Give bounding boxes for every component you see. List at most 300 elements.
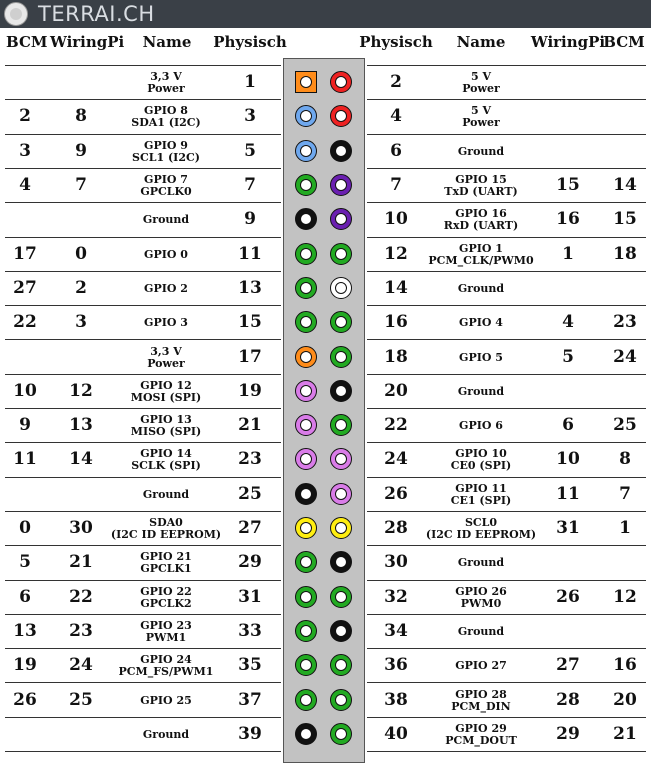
row-divider — [5, 717, 281, 718]
row-divider — [367, 168, 646, 169]
pin-name-right — [451, 689, 510, 713]
pin-name-line: Ground — [142, 487, 190, 501]
pin-hole — [335, 453, 347, 465]
pin-name-left — [131, 414, 201, 438]
pin-11-left-icon[interactable] — [295, 243, 317, 265]
bcm-number-right: 24 — [613, 346, 637, 367]
wiringpi-number-right: 26 — [556, 586, 580, 607]
bcm-number-right: 21 — [613, 723, 637, 744]
pin-5-left-icon[interactable] — [295, 140, 317, 162]
physical-pin-number-right: 14 — [384, 277, 408, 298]
physical-pin-number-right: 34 — [384, 620, 408, 641]
physical-pin-number-right: 22 — [384, 415, 408, 436]
pin-hole — [300, 351, 312, 363]
bcm-number-left: 10 — [13, 380, 37, 401]
pin-name-line: PCM_FS/PWM1 — [118, 665, 214, 679]
wiringpi-number-left: 8 — [75, 106, 87, 127]
wiringpi-number-left: 21 — [69, 552, 93, 573]
pin-2-right-icon[interactable] — [330, 71, 352, 93]
wiringpi-number-right: 31 — [556, 518, 580, 539]
physical-pin-number-right: 24 — [384, 449, 408, 470]
wiringpi-number-left: 24 — [69, 655, 93, 676]
pin-hole — [300, 213, 312, 225]
pin-name-line: GPIO 16 — [455, 207, 507, 221]
physical-pin-number-right: 20 — [384, 380, 408, 401]
pin-name-line: GPIO 5 — [459, 350, 503, 364]
wiringpi-number-left: 3 — [75, 312, 87, 333]
wiringpi-number-left: 7 — [75, 175, 87, 196]
bcm-number-left: 4 — [19, 175, 31, 196]
physical-pin-number-left: 11 — [238, 243, 262, 264]
bcm-number-left: 26 — [13, 689, 37, 710]
bcm-number-left: 5 — [19, 552, 31, 573]
pin-hole — [335, 488, 347, 500]
pin-hole — [335, 179, 347, 191]
pin-7-right-icon[interactable] — [330, 174, 352, 196]
pin-hole — [300, 694, 312, 706]
physical-pin-number-right: 40 — [384, 723, 408, 744]
pin-32-right-icon[interactable] — [330, 586, 352, 608]
pin-7-left-icon[interactable] — [295, 174, 317, 196]
pin-hole — [335, 556, 347, 568]
logo-icon — [4, 2, 28, 26]
bcm-number-left: 19 — [13, 655, 37, 676]
header-physisch-left: Physisch — [213, 33, 287, 51]
row-divider — [367, 374, 646, 375]
bcm-number-right: 18 — [613, 243, 637, 264]
row-divider — [5, 271, 281, 272]
pin-name-line: Ground — [457, 556, 505, 570]
row-divider — [367, 339, 646, 340]
pin-hole — [335, 76, 347, 88]
row-divider — [5, 648, 281, 649]
pin-name-left — [119, 654, 214, 678]
bcm-number-right: 1 — [619, 518, 631, 539]
gpio-header-board — [283, 58, 365, 763]
wiringpi-number-right: 29 — [556, 723, 580, 744]
pin-hole — [300, 179, 312, 191]
physical-pin-number-left: 7 — [244, 175, 256, 196]
row-divider — [367, 545, 646, 546]
header-physisch-right: Physisch — [359, 33, 433, 51]
pin-name-left — [143, 489, 189, 501]
physical-pin-number-right: 36 — [384, 655, 408, 676]
wiringpi-number-right: 16 — [556, 209, 580, 230]
pin-name-left — [140, 695, 192, 707]
pin-hole — [300, 488, 312, 500]
bcm-number-left: 0 — [19, 518, 31, 539]
row-divider — [367, 442, 646, 443]
physical-pin-number-left: 37 — [238, 689, 262, 710]
row-divider — [5, 477, 281, 478]
pin-name-right — [444, 208, 518, 232]
pin-name-line: GPIO 23 — [140, 618, 192, 632]
row-divider — [5, 545, 281, 546]
pin-name-left — [131, 380, 201, 404]
pin-name-line: Ground — [457, 144, 505, 158]
pin-22-right-icon[interactable] — [330, 414, 352, 436]
pin-name-line: Power — [462, 116, 500, 130]
pin-hole — [300, 522, 312, 534]
pin-hole — [300, 556, 312, 568]
pin-name-line: Ground — [457, 384, 505, 398]
header-wiringpi-right: WiringPi — [530, 33, 606, 51]
row-divider — [367, 751, 646, 752]
pin-name-left — [147, 346, 185, 370]
pin-12-right-icon[interactable] — [330, 243, 352, 265]
physical-pin-number-left: 29 — [238, 552, 262, 573]
bcm-number-left: 13 — [13, 620, 37, 641]
physical-pin-number-right: 30 — [384, 552, 408, 573]
pin-name-line: GPIO 6 — [459, 419, 503, 433]
physical-pin-number-left: 13 — [238, 277, 262, 298]
pin-name-line: GPIO 27 — [455, 659, 507, 673]
pin-18-right-icon[interactable] — [330, 346, 352, 368]
physical-pin-number-right: 4 — [390, 106, 402, 127]
physical-pin-number-right: 10 — [384, 209, 408, 230]
pin-name-left — [147, 71, 185, 95]
pin-name-line: (I2C ID EEPROM) — [425, 528, 537, 542]
bcm-number-right: 7 — [619, 483, 631, 504]
pin-name-line: GPIO 21 — [140, 550, 192, 564]
physical-pin-number-left: 15 — [238, 312, 262, 333]
bcm-number-right: 8 — [619, 449, 631, 470]
pin-39-left-icon[interactable] — [295, 723, 317, 745]
pin-name-line: 5 V — [470, 70, 492, 84]
wiringpi-number-left: 0 — [75, 243, 87, 264]
row-divider — [367, 408, 646, 409]
pin-name-left — [131, 105, 200, 129]
pin-name-right — [458, 386, 504, 398]
pin-1-left-icon[interactable] — [295, 71, 317, 93]
row-divider — [5, 682, 281, 683]
pin-name-line: GPIO 14 — [140, 447, 192, 461]
row-divider — [5, 305, 281, 306]
pin-26-right-icon[interactable] — [330, 483, 352, 505]
pin-name-line: Ground — [142, 213, 190, 227]
pin-hole — [300, 76, 312, 88]
pin-hole — [335, 522, 347, 534]
wiringpi-number-right: 27 — [556, 655, 580, 676]
pin-name-line: GPIO 28 — [455, 687, 507, 701]
wiringpi-number-left: 25 — [69, 689, 93, 710]
wiringpi-number-right: 28 — [556, 689, 580, 710]
pin-hole — [300, 110, 312, 122]
pin-33-left-icon[interactable] — [295, 620, 317, 642]
pin-name-line: GPIO 9 — [144, 138, 188, 152]
pin-hole — [335, 591, 347, 603]
pin-name-right — [459, 352, 503, 364]
pin-name-right — [444, 174, 517, 198]
pin-name-line: GPIO 8 — [144, 104, 188, 118]
pin-31-left-icon[interactable] — [295, 586, 317, 608]
pin-13-left-icon[interactable] — [295, 277, 317, 299]
bcm-number-right: 20 — [613, 689, 637, 710]
pin-hole — [335, 213, 347, 225]
pin-38-right-icon[interactable] — [330, 689, 352, 711]
pin-name-right — [455, 660, 507, 672]
pin-name-line: PCM_DIN — [451, 699, 511, 713]
pin-name-line: TxD (UART) — [444, 185, 518, 199]
pin-hole — [335, 728, 347, 740]
pin-hole — [335, 385, 347, 397]
pin-hole — [335, 110, 347, 122]
row-divider — [5, 237, 281, 238]
pin-name-right — [428, 243, 533, 267]
pin-hole — [335, 419, 347, 431]
pin-name-line: GPIO 7 — [144, 173, 188, 187]
row-divider — [5, 511, 281, 512]
bcm-number-left: 3 — [19, 140, 31, 161]
wiringpi-number-left: 13 — [69, 415, 93, 436]
row-divider — [5, 99, 281, 100]
wiringpi-number-right: 11 — [556, 483, 580, 504]
pin-name-left — [144, 249, 188, 261]
physical-pin-number-right: 28 — [384, 518, 408, 539]
pin-name-right — [458, 283, 504, 295]
header-bcm-left: BCM — [6, 33, 48, 51]
bcm-number-left: 22 — [13, 312, 37, 333]
wiringpi-number-left: 30 — [69, 518, 93, 539]
bcm-number-right: 23 — [613, 312, 637, 333]
header-wiringpi-left: WiringPi — [50, 33, 125, 51]
pin-name-line: GPIO 15 — [455, 173, 507, 187]
pin-name-line: Ground — [142, 727, 190, 741]
bcm-number-right: 16 — [613, 655, 637, 676]
wiringpi-number-right: 10 — [556, 449, 580, 470]
pin-name-line: PCM_CLK/PWM0 — [428, 253, 534, 267]
row-divider — [367, 580, 646, 581]
row-divider — [367, 99, 646, 100]
row-divider — [367, 717, 646, 718]
pin-25-left-icon[interactable] — [295, 483, 317, 505]
pin-name-left — [144, 317, 188, 329]
pin-hole — [335, 659, 347, 671]
pin-name-right — [459, 317, 503, 329]
pin-name-line: PCM_DOUT — [445, 733, 517, 747]
pin-hole — [300, 728, 312, 740]
pin-name-right — [462, 71, 500, 95]
pin-name-line: CE1 (SPI) — [450, 493, 512, 507]
pin-34-right-icon[interactable] — [330, 620, 352, 642]
row-divider — [5, 751, 281, 752]
pin-40-right-icon[interactable] — [330, 723, 352, 745]
pin-14-right-icon[interactable] — [330, 277, 352, 299]
pin-name-left — [140, 174, 191, 198]
pin-name-line: MISO (SPI) — [130, 425, 202, 439]
row-divider — [367, 682, 646, 683]
bcm-number-right: 14 — [613, 175, 637, 196]
pin-hole — [335, 625, 347, 637]
pin-hole — [335, 694, 347, 706]
pin-hole — [335, 316, 347, 328]
pin-name-line: 3,3 V — [150, 344, 182, 358]
pin-28-right-icon[interactable] — [330, 517, 352, 539]
pin-37-left-icon[interactable] — [295, 689, 317, 711]
pin-name-line: GPCLK0 — [140, 185, 192, 199]
physical-pin-number-right: 7 — [390, 175, 402, 196]
physical-pin-number-right: 32 — [384, 586, 408, 607]
wiringpi-number-right: 15 — [556, 175, 580, 196]
pin-name-left — [111, 517, 221, 541]
pin-name-right — [458, 557, 504, 569]
row-divider — [5, 134, 281, 135]
wiringpi-number-left: 23 — [69, 620, 93, 641]
wiringpi-number-right: 6 — [562, 415, 574, 436]
pin-name-line: GPIO 3 — [144, 316, 188, 330]
pin-name-line: GPIO 10 — [455, 447, 507, 461]
pin-name-line: SCL0 — [464, 516, 498, 530]
pin-name-line: SCLK (SPI) — [131, 459, 201, 473]
row-divider — [5, 408, 281, 409]
bcm-number-left: 6 — [19, 586, 31, 607]
pin-name-left — [140, 620, 192, 644]
pin-name-right — [426, 517, 536, 541]
row-divider — [367, 134, 646, 135]
row-divider — [5, 65, 281, 66]
row-divider — [5, 202, 281, 203]
pin-20-right-icon[interactable] — [330, 380, 352, 402]
row-divider — [367, 648, 646, 649]
physical-pin-number-right: 18 — [384, 346, 408, 367]
pin-name-right — [459, 420, 503, 432]
bcm-number-right: 12 — [613, 586, 637, 607]
physical-pin-number-right: 38 — [384, 689, 408, 710]
row-divider — [367, 477, 646, 478]
pin-name-right — [455, 586, 507, 610]
pin-hole — [335, 145, 347, 157]
pin-name-left — [143, 214, 189, 226]
pin-name-line: MOSI (SPI) — [130, 390, 202, 404]
pin-name-line: GPIO 29 — [455, 721, 507, 735]
wiringpi-number-right: 5 — [562, 346, 574, 367]
pin-name-line: GPCLK2 — [140, 596, 192, 610]
pin-name-line: SDA0 — [149, 516, 183, 530]
pin-hole — [300, 419, 312, 431]
pin-name-left — [132, 140, 200, 164]
pin-name-right — [451, 483, 511, 507]
pin-name-line: (I2C ID EEPROM) — [110, 528, 222, 542]
pin-name-right — [445, 723, 517, 747]
physical-pin-number-left: 33 — [238, 620, 262, 641]
bcm-number-left: 17 — [13, 243, 37, 264]
row-divider — [367, 511, 646, 512]
pin-name-left — [140, 586, 192, 610]
row-divider — [367, 202, 646, 203]
pin-name-right — [458, 626, 504, 638]
bcm-number-left: 27 — [13, 277, 37, 298]
pin-hole — [335, 282, 347, 294]
physical-pin-number-right: 12 — [384, 243, 408, 264]
physical-pin-number-left: 3 — [244, 106, 256, 127]
physical-pin-number-right: 16 — [384, 312, 408, 333]
pin-hole — [335, 248, 347, 260]
row-divider — [5, 442, 281, 443]
wiringpi-number-left: 9 — [75, 140, 87, 161]
pin-name-line: GPIO 24 — [140, 653, 192, 667]
pin-name-line: Power — [147, 356, 185, 370]
bcm-number-right: 15 — [613, 209, 637, 230]
pin-name-left — [143, 729, 189, 741]
pin-name-line: Ground — [457, 281, 505, 295]
pin-19-left-icon[interactable] — [295, 380, 317, 402]
physical-pin-number-left: 25 — [238, 483, 262, 504]
top-bar — [0, 0, 651, 28]
pin-hole — [300, 453, 312, 465]
pin-name-line: GPIO 12 — [140, 378, 192, 392]
pin-name-line: GPIO 22 — [140, 584, 192, 598]
pin-name-line: GPIO 2 — [144, 281, 188, 295]
pin-21-left-icon[interactable] — [295, 414, 317, 436]
row-divider — [367, 271, 646, 272]
wiringpi-number-right: 1 — [562, 243, 574, 264]
pin-name-line: RxD (UART) — [443, 219, 519, 233]
pin-6-right-icon[interactable] — [330, 140, 352, 162]
wiringpi-number-left: 2 — [75, 277, 87, 298]
physical-pin-number-right: 6 — [390, 140, 402, 161]
row-divider — [5, 580, 281, 581]
pin-name-line: GPIO 4 — [459, 316, 503, 330]
physical-pin-number-right: 2 — [390, 72, 402, 93]
pin-hole — [300, 385, 312, 397]
pin-name-line: 5 V — [470, 104, 492, 118]
wiringpi-number-right: 4 — [562, 312, 574, 333]
physical-pin-number-left: 35 — [238, 655, 262, 676]
physical-pin-number-left: 19 — [238, 380, 262, 401]
physical-pin-number-left: 17 — [238, 346, 262, 367]
pin-hole — [335, 351, 347, 363]
pin-name-line: GPIO 13 — [140, 413, 192, 427]
pin-name-line: GPIO 1 — [459, 241, 503, 255]
physical-pin-number-left: 23 — [238, 449, 262, 470]
physical-pin-number-left: 27 — [238, 518, 262, 539]
pin-name-line: Power — [462, 82, 500, 96]
pin-name-left — [144, 283, 188, 295]
physical-pin-number-left: 5 — [244, 140, 256, 161]
pin-name-line: 3,3 V — [150, 70, 182, 84]
pin-27-left-icon[interactable] — [295, 517, 317, 539]
pin-name-line: Power — [147, 82, 185, 96]
pin-hole — [300, 145, 312, 157]
physical-pin-number-left: 9 — [244, 209, 256, 230]
wiringpi-number-left: 12 — [69, 380, 93, 401]
pin-hole — [300, 625, 312, 637]
pin-name-line: GPIO 0 — [144, 247, 188, 261]
pin-name-left — [140, 551, 192, 575]
row-divider — [5, 339, 281, 340]
row-divider — [5, 168, 281, 169]
physical-pin-number-left: 21 — [238, 415, 262, 436]
logo-text: TERRAI.CH — [38, 2, 155, 26]
pin-name-right — [462, 105, 500, 129]
pin-name-left — [131, 448, 201, 472]
pin-17-left-icon[interactable] — [295, 346, 317, 368]
header-name-right: Name — [456, 33, 506, 51]
row-divider — [367, 237, 646, 238]
logo[interactable] — [4, 2, 155, 26]
row-divider — [5, 614, 281, 615]
wiringpi-number-left: 14 — [69, 449, 93, 470]
row-divider — [5, 374, 281, 375]
pin-hole — [300, 282, 312, 294]
pin-name-right — [451, 448, 511, 472]
header-bcm-right: BCM — [603, 33, 645, 51]
pin-name-line: PWM0 — [460, 596, 502, 610]
bcm-number-right: 25 — [613, 415, 637, 436]
physical-pin-number-left: 31 — [238, 586, 262, 607]
pin-name-line: GPIO 11 — [455, 481, 507, 495]
pin-name-line: SCL1 (I2C) — [132, 150, 200, 164]
